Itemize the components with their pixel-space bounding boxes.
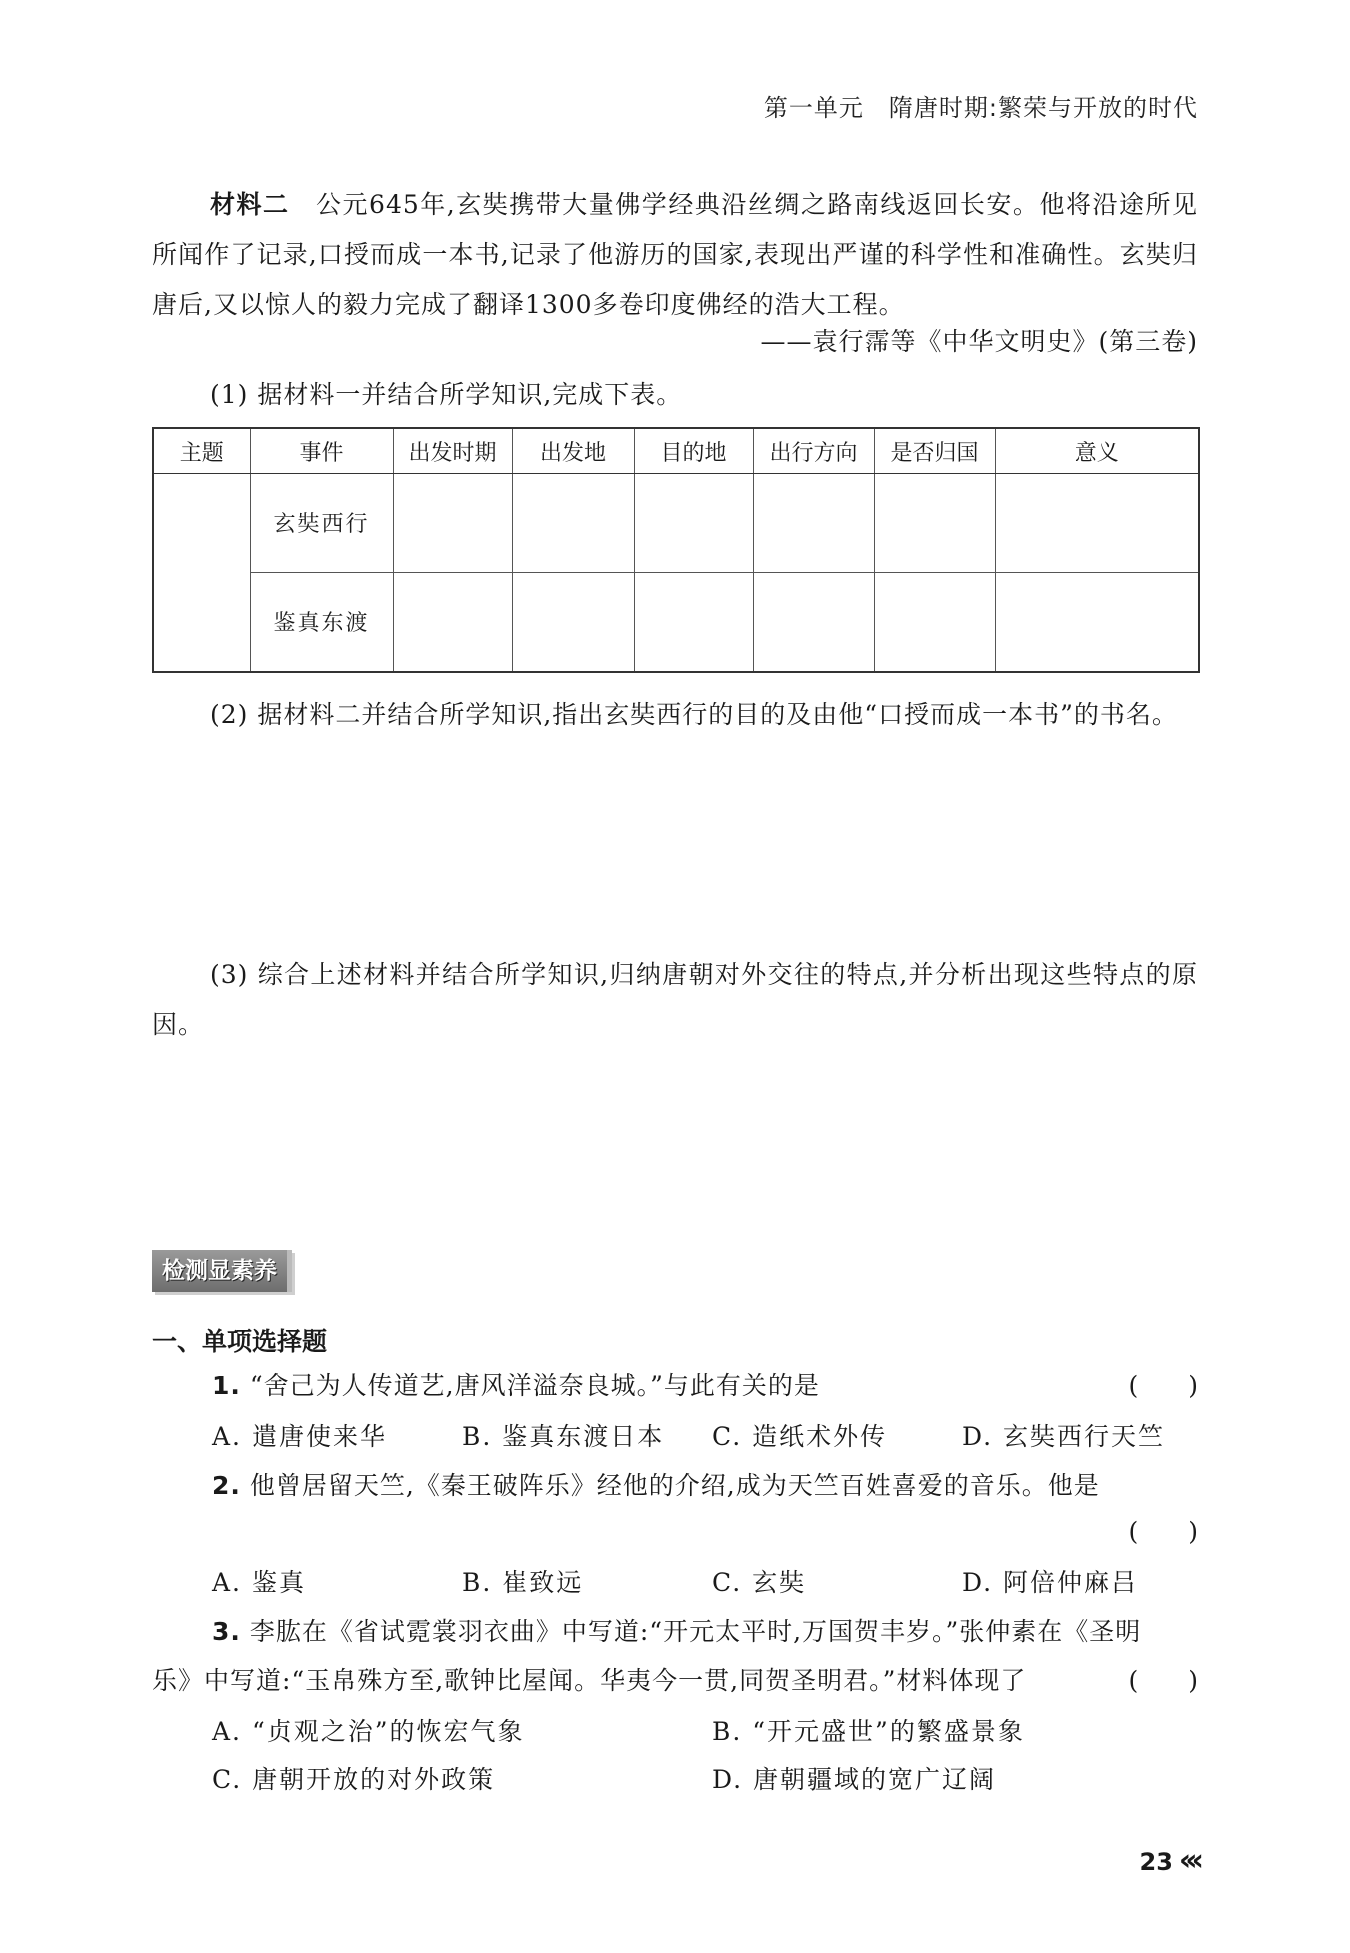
material-two-source: ——袁行霈等《中华文明史》(第三卷): [760, 327, 1198, 356]
material-two-paragraph: [152, 180, 1198, 330]
table-header-cell: 主题: [153, 428, 250, 474]
page-number: [1140, 1843, 1199, 1878]
question-text: 他曾居留天竺,《秦王破阵乐》经他的介绍,成为天竺百姓喜爱的音乐。他是: [249, 1471, 1100, 1500]
question-1-prompt: (1) 据材料一并结合所学知识,完成下表。: [210, 380, 683, 409]
question-text: “舍己为人传道艺,唐风洋溢奈良城。”与此有关的是: [249, 1371, 820, 1400]
event-cell: 鉴真东渡: [250, 572, 393, 672]
mcq-3-option-a[interactable]: A. “贞观之治”的恢宏气象: [212, 1717, 525, 1746]
table-header-cell: 出发地: [512, 428, 634, 474]
table-header-cell: 是否归国: [874, 428, 995, 474]
mcq-3-option-b[interactable]: B. “开元盛世”的繁盛景象: [712, 1717, 1025, 1746]
mcq-1-option-d[interactable]: D. 玄奘西行天竺: [962, 1422, 1166, 1451]
answer-cell[interactable]: [393, 572, 512, 672]
mcq-1-option-c[interactable]: C. 造纸术外传: [712, 1422, 888, 1451]
answer-bracket[interactable]: ( ): [1128, 1371, 1198, 1400]
answer-cell[interactable]: [634, 474, 753, 573]
table-header-cell: 意义: [995, 428, 1199, 474]
mcq-2-option-c[interactable]: C. 玄奘: [712, 1568, 807, 1597]
question-number: 1.: [212, 1371, 241, 1400]
mcq-1-option-a[interactable]: A. 遣唐使来华: [212, 1422, 387, 1451]
answer-cell[interactable]: [874, 474, 995, 573]
section-badge: 检测显素养: [152, 1250, 292, 1292]
question-3-prompt: (3) 综合上述材料并结合所学知识,归纳唐朝对外交往的特点,并分析出现这些特点的原因。: [152, 960, 1198, 1039]
answer-cell[interactable]: [512, 474, 634, 573]
mcq-2-option-d[interactable]: D. 阿倍仲麻吕: [962, 1568, 1139, 1597]
mcq-3-stem-line1: [212, 1612, 1141, 1648]
mcq-1-stem: [212, 1366, 820, 1402]
answer-bracket[interactable]: ( ): [1128, 1666, 1198, 1695]
section-title: 一、单项选择题: [152, 1327, 328, 1356]
table-header-row: [153, 428, 1199, 474]
question-number: 3.: [212, 1617, 241, 1646]
running-header: 第一单元 隋唐时期:繁荣与开放的时代: [763, 94, 1198, 122]
answer-bracket[interactable]: ( ): [1128, 1517, 1198, 1546]
page-number-text: 23: [1139, 1848, 1173, 1876]
mcq-2-option-b[interactable]: B. 崔致远: [462, 1568, 584, 1597]
answer-cell[interactable]: [874, 572, 995, 672]
question-text: 李肱在《省试霓裳羽衣曲》中写道:“开元太平时,万国贺丰岁。”张仲素在《圣明: [249, 1617, 1142, 1646]
theme-cell[interactable]: [153, 474, 250, 673]
mcq-2-option-a[interactable]: A. 鉴真: [212, 1568, 306, 1597]
event-cell: 玄奘西行: [250, 474, 393, 573]
table-header-cell: 目的地: [634, 428, 753, 474]
table-header-cell: 出发时期: [393, 428, 512, 474]
table-header-cell: 出行方向: [753, 428, 874, 474]
mcq-2-stem: [212, 1466, 1100, 1502]
question-2-prompt: (2) 据材料二并结合所学知识,指出玄奘西行的目的及由他“口授而成一本书”的书名。: [210, 700, 1178, 729]
mcq-1-option-b[interactable]: B. 鉴真东渡日本: [462, 1422, 665, 1451]
mcq-3-option-c[interactable]: C. 唐朝开放的对外政策: [212, 1765, 496, 1794]
answer-cell[interactable]: [512, 572, 634, 672]
answer-cell[interactable]: [753, 572, 874, 672]
mcq-3-stem-line2: 乐》中写道:“玉帛殊方至,歌钟比屋闻。华夷今一贯,同贺圣明君。”材料体现了: [152, 1666, 1027, 1695]
table-row: [153, 474, 1199, 573]
mcq-3-option-d[interactable]: D. 唐朝疆域的宽广辽阔: [712, 1765, 997, 1794]
material-two-label: 材料二: [210, 190, 290, 219]
double-chevron-left-icon: ‹‹‹: [1178, 1843, 1198, 1878]
table-row: [153, 572, 1199, 672]
answer-cell[interactable]: [753, 474, 874, 573]
answer-cell[interactable]: [393, 474, 512, 573]
material-two-text: 公元645年,玄奘携带大量佛学经典沿丝绸之路南线返回长安。他将沿途所见所闻作了记录,口授而成一本书,记录了他游历的国家,表现出严谨的科学性和准确性。玄奘归唐后,又以惊人的毅力完成了翻译1300多卷印度佛经的浩大工程。: [152, 190, 1198, 319]
answer-table: [152, 427, 1200, 673]
table-header-cell: 事件: [250, 428, 393, 474]
answer-cell[interactable]: [995, 572, 1199, 672]
answer-cell[interactable]: [995, 474, 1199, 573]
question-number: 2.: [212, 1471, 241, 1500]
answer-cell[interactable]: [634, 572, 753, 672]
